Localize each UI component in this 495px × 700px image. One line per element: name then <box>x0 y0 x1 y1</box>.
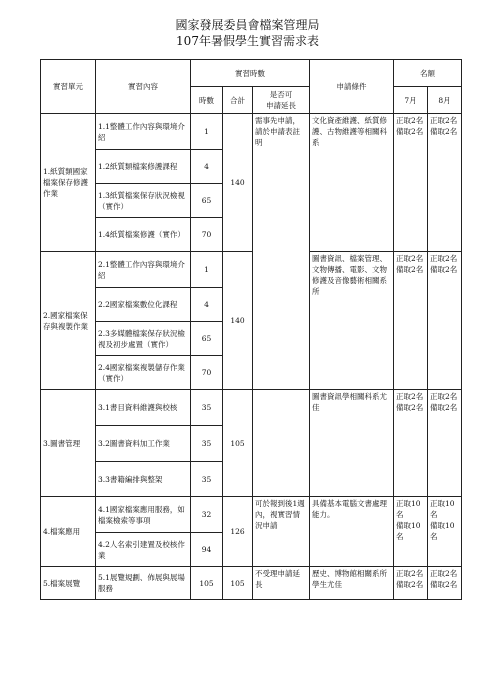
header-hours-total: 合計 <box>223 87 253 114</box>
header-conditions: 申請條件 <box>310 60 394 114</box>
table-row <box>41 567 462 600</box>
content-cell: 1.1整體工作內容與環境介紹 <box>96 114 191 150</box>
page-subtitle: 107年暑假學生實習需求表 <box>176 34 319 48</box>
header-hours: 實習時數 <box>191 60 310 87</box>
table-row <box>41 252 462 288</box>
total-hours-cell: 126 <box>223 497 253 567</box>
quota-august-cell: 正取2名 備取2名 <box>428 390 462 497</box>
conditions-cell: 歷史、博物館相關系所學生尤佳 <box>310 567 394 600</box>
hours-cell: 94 <box>191 533 223 567</box>
table-row <box>41 497 462 533</box>
header-content: 實習內容 <box>96 60 191 114</box>
content-cell: 4.1國家檔案應用服務，如檔案檢索等事項 <box>96 497 191 533</box>
content-cell: 2.3多媒體檔案保存狀況檢視及初步處置（實作） <box>96 322 191 356</box>
total-hours-cell: 105 <box>223 567 253 600</box>
content-cell: 3.2圖書資料加工作業 <box>96 426 191 462</box>
hours-cell: 4 <box>191 288 223 322</box>
unit-cell: 2.國家檔案保存與複製作業 <box>41 252 96 390</box>
quota-july-cell: 正取2名 備取2名 <box>394 390 428 497</box>
total-hours-cell: 140 <box>223 252 253 390</box>
hours-cell: 1 <box>191 114 223 150</box>
hours-cell: 65 <box>191 184 223 218</box>
content-cell: 1.4紙質檔案修護（實作） <box>96 218 191 252</box>
extend-cell <box>253 390 310 497</box>
quota-july-cell: 正取10名 備取10名 <box>394 497 428 567</box>
quota-august-cell: 正取2名 備取2名 <box>428 114 462 252</box>
total-hours-cell: 140 <box>223 114 253 252</box>
header-quota: 名額 <box>394 60 462 87</box>
hours-cell: 32 <box>191 497 223 533</box>
content-cell: 2.4國家檔案複製儲存作業（實作） <box>96 356 191 390</box>
hours-cell: 105 <box>191 567 223 600</box>
extend-cell: 不受理申請延長 <box>253 567 310 600</box>
hours-cell: 70 <box>191 218 223 252</box>
total-hours-cell: 105 <box>223 390 253 497</box>
quota-july-cell: 正取2名 備取2名 <box>394 252 428 390</box>
page-title: 國家發展委員會檔案管理局 <box>175 18 320 32</box>
header-extendable: 是否可 申請延長 <box>253 87 310 114</box>
conditions-cell: 文化資產維護、紙質修護、古物維護等相關科系 <box>310 114 394 252</box>
quota-august-cell: 正取10名 備取10名 <box>428 497 462 567</box>
hours-cell: 70 <box>191 356 223 390</box>
content-cell: 5.1展覽規劃、佈展與展場服務 <box>96 567 191 600</box>
hours-cell: 4 <box>191 150 223 184</box>
content-cell: 2.2國家檔案數位化課程 <box>96 288 191 322</box>
hours-cell: 35 <box>191 462 223 497</box>
table-row <box>41 114 462 150</box>
conditions-cell: 圖書資訊、檔案管理、文物傳播、電影、文物修護及音像藝術相關系所 <box>310 252 394 390</box>
table-row <box>41 390 462 426</box>
quota-august-cell: 正取2名 備取2名 <box>428 567 462 600</box>
extend-cell: 需事先申請，請於申請表註明 <box>253 114 310 390</box>
hours-cell: 65 <box>191 322 223 356</box>
header-july: 7月 <box>394 87 428 114</box>
quota-july-cell: 正取2名 備取2名 <box>394 114 428 252</box>
content-cell: 2.1整體工作內容與環境介紹 <box>96 252 191 288</box>
content-cell: 3.3書籍編排與整架 <box>96 462 191 497</box>
hours-cell: 35 <box>191 390 223 426</box>
conditions-cell: 圖書資訊學相關科系尤佳 <box>310 390 394 497</box>
content-cell: 4.2人名索引建置及校核作業 <box>96 533 191 567</box>
content-cell: 1.3紙質檔案保存狀況檢視（實作） <box>96 184 191 218</box>
content-cell: 1.2紙質類檔案修護課程 <box>96 150 191 184</box>
internship-table <box>40 59 462 600</box>
header-hours-each: 時數 <box>191 87 223 114</box>
content-cell: 3.1書目資料維護與校核 <box>96 390 191 426</box>
extend-cell: 可於報到後1週內，視實習情況申請 <box>253 497 310 567</box>
unit-cell: 5.檔案展覽 <box>41 567 96 600</box>
header-august: 8月 <box>428 87 462 114</box>
conditions-cell: 具備基本電腦文書處理能力。 <box>310 497 394 567</box>
hours-cell: 35 <box>191 426 223 462</box>
unit-cell: 4.檔案應用 <box>41 497 96 567</box>
header-unit: 實習單元 <box>41 60 96 114</box>
unit-cell: 1.紙質類國家檔案保存修護作業 <box>41 114 96 252</box>
quota-july-cell: 正取2名 備取2名 <box>394 567 428 600</box>
quota-august-cell: 正取2名 備取2名 <box>428 252 462 390</box>
unit-cell: 3.圖書管理 <box>41 390 96 497</box>
hours-cell: 1 <box>191 252 223 288</box>
